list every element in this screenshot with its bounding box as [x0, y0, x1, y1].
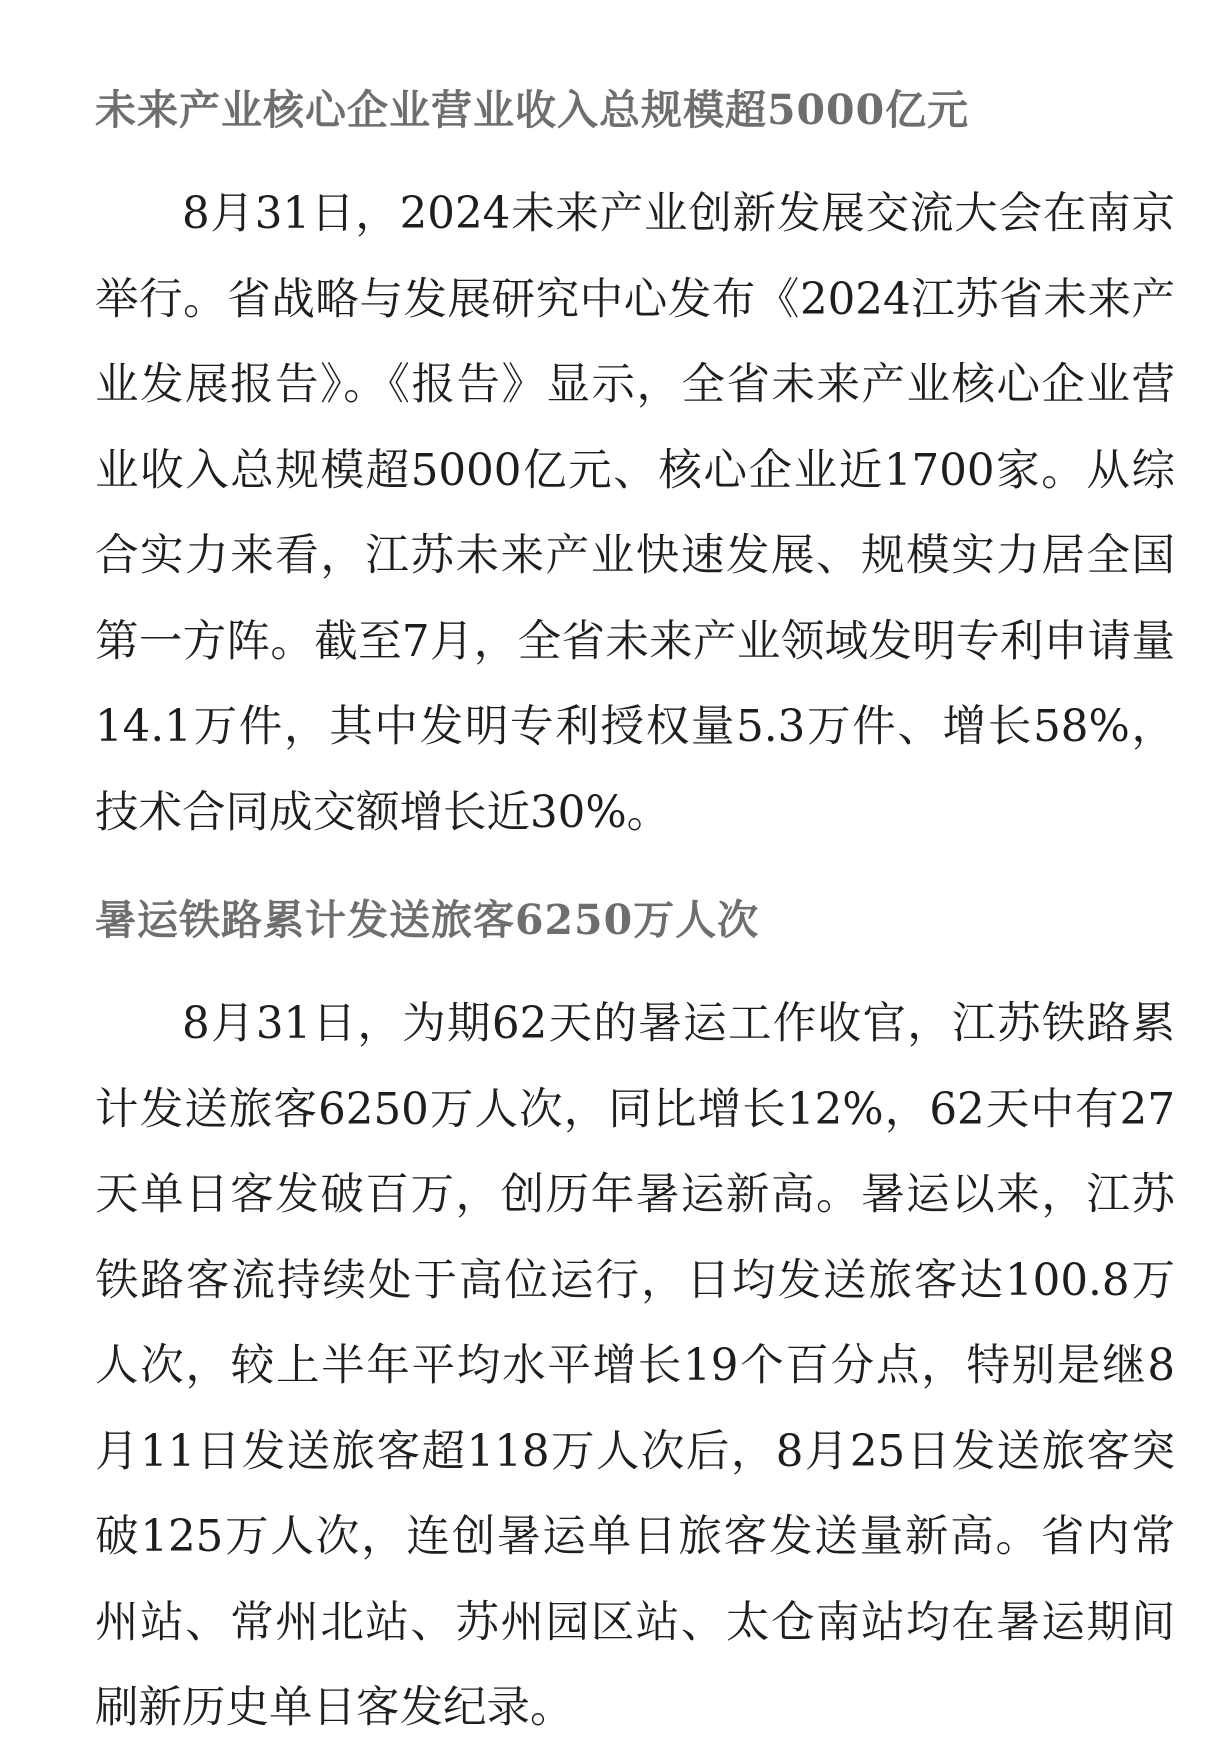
article-future-industry: [95, 82, 1175, 856]
article-body: 8月31日，为期62天的暑运工作收官，江苏铁路累计发送旅客6250万人次，同比增长12%，62天中有27天单日客发破百万，创历年暑运新高。暑运以来，江苏铁路客流持续处于高位运行，日均发送旅客达100.8万人次，较上半年平均水平增长19个百分点，特别是继8月11日发送旅客超118万人次后，8月25日发送旅客突破125万人次，连创暑运单日旅客发送量新高。省内常州站、常州北站、苏州园区站、太仓南站均在暑运期间刷新历史单日客发纪录。: [95, 999, 1175, 1733]
article-headline: 未来产业核心企业营业收入总规模超5000亿元: [95, 86, 970, 134]
article-body: 8月31日，2024未来产业创新发展交流大会在南京举行。省战略与发展研究中心发布《2024江苏省未来产业发展报告》。《报告》显示，全省未来产业核心企业营业收入总规模超5000亿元、核心企业近1700家。从综合实力来看，江苏未来产业快速发展、规模实力居全国第一方阵。截至7月，全省未来产业领域发明专利申请量14.1万件，其中发明专利授权量5.3万件、增长58%，技术合同成交额增长近30%。: [95, 189, 1175, 838]
article-headline: 暑运铁路累计发送旅客6250万人次: [95, 896, 760, 944]
article-summer-rail: [95, 892, 1175, 1752]
